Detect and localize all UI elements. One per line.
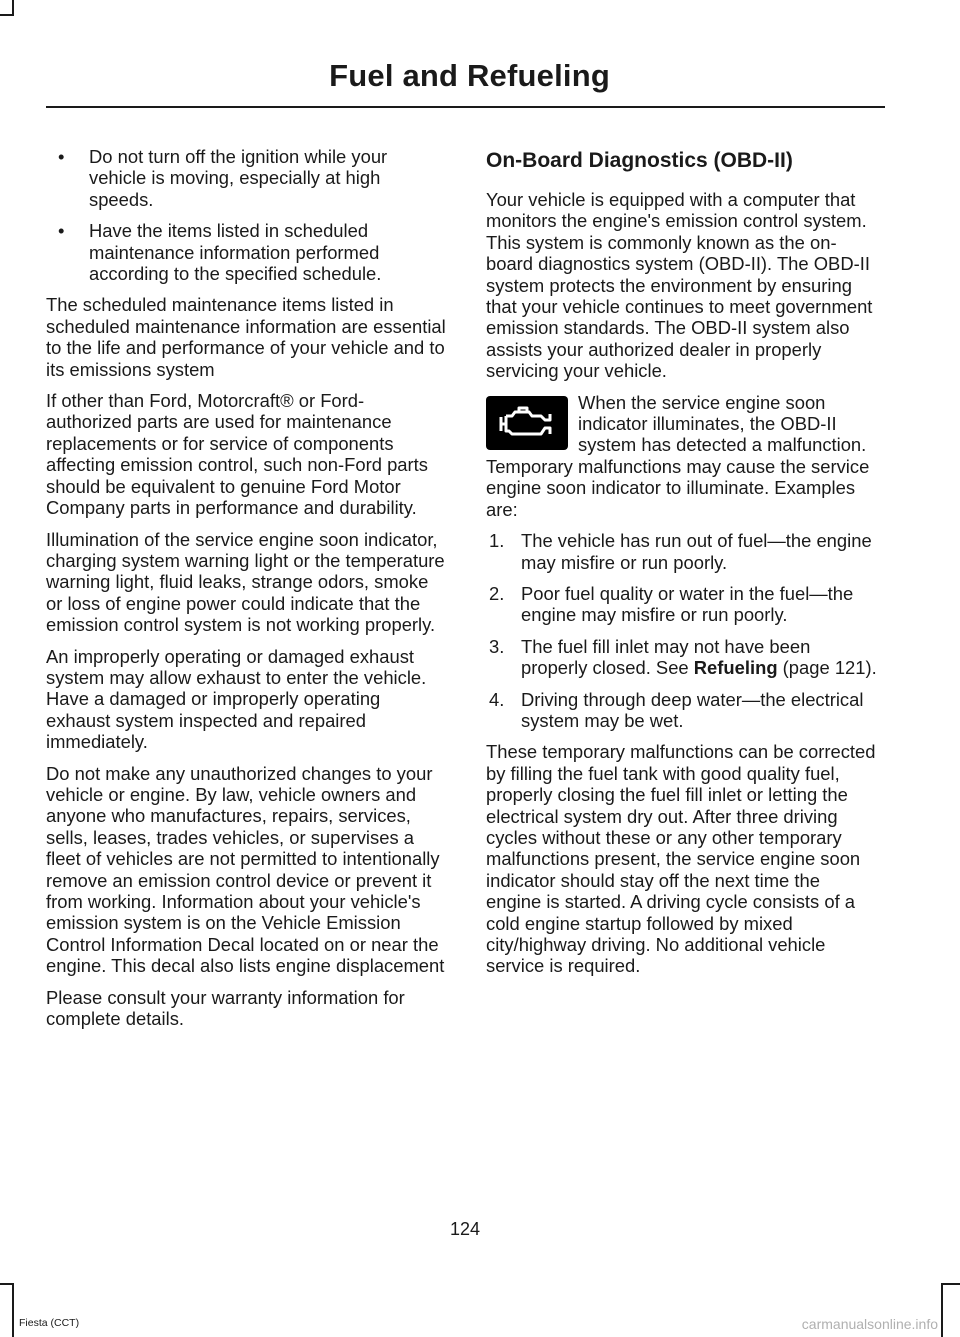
paragraph: Illumination of the service engine soon indicator, charging system warning light or the temperature warning light, fluid leaks, strange odors, smoke or loss of engine power could indicate that the emission control system is not working properly. [46, 528, 445, 636]
crop-mark [0, 14, 14, 16]
list-item: 4. Driving through deep water—the electrical system may be wet. [489, 688, 864, 731]
paragraph: Do not make any unauthorized changes to your vehicle or engine. By law, vehicle owners and anyone who manufactures, repairs, services, sells, leases, trades vehicles, or supervises a fleet of vehicles are not permitted to intentionally remove an emission control device or prevent it from working. Information about your vehicle's emission system is on the Vehicle Emission Control Information Decal located on or near the engine. This decal also lists engine displacement [46, 762, 445, 977]
paragraph: If other than Ford, Motorcraft® or Ford-authorized parts are used for maintenance replacements or for service of components affecting emission control, such non-Ford parts should be equivalent to genuine Ford Motor Company parts in performance and durability. [46, 390, 428, 519]
footer-model: Fiesta (CCT) [19, 1317, 80, 1329]
list-item: • Have the items listed in scheduled maintenance information performed according to the specified schedule. [58, 220, 382, 285]
paragraph: Please consult your warranty information for complete details. [46, 986, 405, 1030]
crop-mark [943, 1283, 960, 1285]
crop-mark [12, 0, 14, 14]
left-column [46, 146, 448, 1039]
page-title: Fuel and Refueling [329, 58, 610, 93]
list-item: • Do not turn off the ignition while your vehicle is moving, especially at high speeds. [58, 146, 388, 210]
section-heading: On-Board Diagnostics (OBD-II) [486, 149, 793, 172]
right-column [486, 146, 880, 987]
page-number: 124 [449, 1219, 481, 1239]
crop-mark [12, 1283, 14, 1337]
paragraph: Your vehicle is equipped with a computer that monitors the engine's emission control system. This system is commonly known as the on-board diagnostics system (OBD-II). The OBD-II system protects the environment by ensuring that your vehicle continues to meet government emission standards. The OBD-II system also assists your authorized dealer in properly servicing your vehicle. [486, 189, 873, 382]
numbered-list [486, 530, 880, 731]
header-divider [46, 106, 885, 108]
list-item: 2. Poor fuel quality or water in the fuel—the engine may misfire or run poorly. [489, 582, 854, 626]
bullet-list [46, 146, 448, 284]
list-item: 3. The fuel fill inlet may not have been properly closed. See Refueling (page 121). [489, 635, 877, 679]
crop-mark [941, 1283, 943, 1337]
paragraph: An improperly operating or damaged exhaust system may allow exhaust to enter the vehicle. Have a damaged or improperly operating exhaust system inspected and repaired immediately. [46, 645, 427, 753]
paragraph-with-icon: When the service engine soon indicator illuminates, the OBD-II system has detected a malfunction. Temporary malfunctions may cause the service engine soon indicator to illuminate. Examples are: [486, 391, 870, 520]
crop-mark [0, 1283, 14, 1285]
refueling-link[interactable]: Refueling [693, 657, 778, 679]
watermark: carmanualsonline.info [801, 1316, 938, 1332]
paragraph: The scheduled maintenance items listed in scheduled maintenance information are essential to the life and performance of your vehicle and to its emissions system [46, 294, 446, 380]
check-engine-icon [486, 396, 568, 450]
paragraph: These temporary malfunctions can be corrected by filling the fuel tank with good quality fuel, properly closing the fuel fill inlet or letting the electrical system dry out. After three driving cycles without these or any other temporary malfunctions present, the service engine soon indicator should stay off the next time the engine is started. A driving cycle consists of a cold engine startup followed by mixed city/highway driving. No additional vehicle service is required. [486, 741, 876, 977]
list-item: 1. The vehicle has run out of fuel—the engine may misfire or run poorly. [489, 530, 872, 573]
